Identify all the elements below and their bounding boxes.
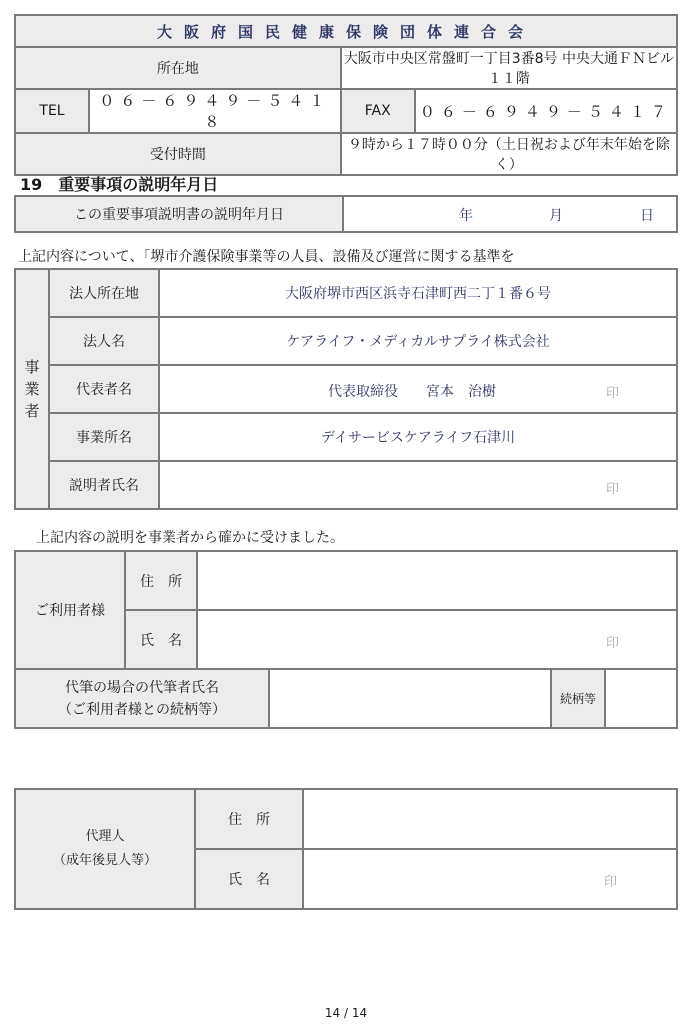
intro-text: 上記内容について、「堺市介護保険事業等の人員、設備及び運営に関する基準を [18,249,515,265]
corp-name-label: 法人名 [49,317,159,365]
association-table [14,14,678,176]
user-name-label: 氏 名 [125,610,197,669]
user-address-label: 住 所 [125,551,197,610]
office-value: デイサービスケアライフ石津川 [159,413,677,461]
user-seal: 印 [606,635,620,651]
explainer-name-field[interactable] [159,461,677,509]
hours-value: ９時から１７時００分（土日祝および年末年始を除く） [341,133,677,175]
explanation-date-label: この重要事項説明書の説明年月日 [15,196,343,232]
section-title: 19 重要事項の説明年月日 [20,175,219,194]
fax-label: FAX [341,89,415,133]
user-name-field[interactable] [197,610,677,669]
agent-name-field[interactable] [303,849,677,909]
representative-value: 代表取締役 宮本 治樹 [328,384,496,400]
agent-address-label: 住 所 [195,789,303,849]
representative-seal: 印 [606,386,620,401]
user-address-field[interactable] [197,551,677,610]
representative-label: 代表者名 [49,365,159,413]
user-table [14,550,678,670]
user-group-label: ご利用者様 [15,551,125,669]
address-value: 大阪市中央区常盤町一丁目3番8号 中央大通ＦＮビル１１階 [341,47,677,89]
business-group-label: 事 業 者 [15,269,49,509]
tel-value: ０６－６９４９－５４１８ [89,89,341,133]
corp-name-value: ケアライフ・メディカルサプライ株式会社 [159,317,677,365]
association-title: 大阪府国民健康保険団体連合会 [15,15,677,47]
page-number: 14 / 14 [324,1006,368,1020]
hours-label: 受付時間 [15,133,341,175]
explanation-date-table [14,195,678,233]
day-label: 日 [640,208,654,224]
agent-seal: 印 [604,875,618,890]
representative-cell [159,365,677,413]
business-table [14,268,678,510]
explainer-label: 説明者氏名 [49,461,159,509]
confirm-text: 上記内容の説明を事業者から確かに受けました。 [36,530,344,546]
agent-table [14,788,678,910]
office-label: 事業所名 [49,413,159,461]
proxy-writer-table [14,668,678,729]
relation-field[interactable] [605,669,677,728]
address-label: 所在地 [15,47,341,89]
proxy-writer-name-field[interactable] [269,669,551,728]
explanation-date-field[interactable] [343,196,677,232]
explainer-seal: 印 [606,482,620,497]
fax-value: ０６－６９４９－５４１７ [415,89,677,133]
tel-label: TEL [15,89,89,133]
agent-address-field[interactable] [303,789,677,849]
corp-address-label: 法人所在地 [49,269,159,317]
year-label: 年 [459,208,473,224]
agent-group-label: 代理人 （成年後見人等） [15,789,195,909]
proxy-writer-label: 代筆の場合の代筆者氏名 （ご利用者様との続柄等） [15,669,269,728]
corp-address-value: 大阪府堺市西区浜寺石津町西二丁１番６号 [159,269,677,317]
month-label: 月 [549,208,563,224]
agent-name-label: 氏 名 [195,849,303,909]
relation-label: 続柄等 [551,669,605,728]
